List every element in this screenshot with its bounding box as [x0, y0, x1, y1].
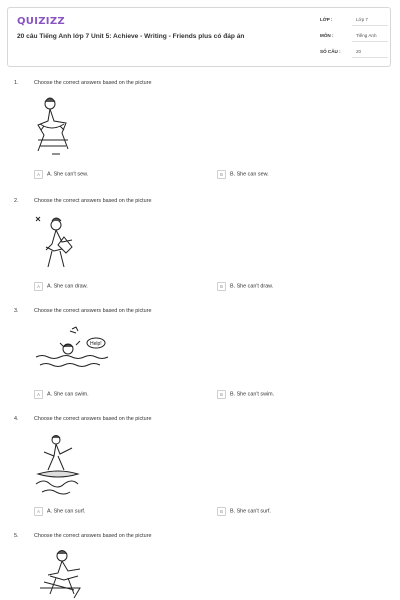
option-text: A. She can surf. [47, 508, 86, 515]
help-speech-text: Help! [90, 341, 102, 347]
sewing-girl-picture [30, 94, 76, 158]
surfing-girl-picture [34, 432, 82, 496]
cycling-girl-picture [30, 548, 92, 600]
option-text: B. She can't surf. [230, 508, 271, 515]
drowning-girl-picture [34, 325, 112, 373]
worksheet-header [7, 7, 391, 67]
document-title: 20 câu Tiếng Anh lớp 7 Unit 5: Achieve - Writing - Friends plus có đáp án [17, 33, 245, 40]
option-a[interactable] [34, 390, 89, 399]
option-b[interactable] [217, 282, 273, 291]
question-prompt: Choose the correct answers based on the picture [34, 533, 152, 539]
class-value: Lớp 7 [356, 17, 368, 22]
option-b[interactable] [217, 170, 269, 179]
question-prompt: Choose the correct answers based on the picture [34, 198, 152, 204]
question-prompt: Choose the correct answers based on the picture [34, 80, 152, 86]
class-label: LỚP : [320, 17, 333, 22]
option-text: A. She can draw. [47, 283, 88, 290]
option-text: B. She can sew. [230, 171, 269, 178]
subject-value: Tiếng Anh [356, 33, 377, 38]
option-text: A. She can swim. [47, 391, 89, 398]
question-number: 3. [14, 308, 19, 314]
option-letter-box: B [217, 170, 226, 179]
drawing-girl-picture [30, 213, 80, 271]
option-a[interactable] [34, 170, 88, 179]
option-text: B. She can't swim. [230, 391, 275, 398]
count-value: 20 [356, 49, 362, 54]
class-underline [352, 25, 388, 26]
quizizz-logo: QUIZIZZ [17, 16, 65, 27]
option-b[interactable] [217, 507, 271, 516]
subject-underline [352, 41, 388, 42]
count-label: SỐ CÂU : [320, 49, 341, 54]
option-a[interactable] [34, 282, 88, 291]
option-b[interactable] [217, 390, 274, 399]
question-number: 2. [14, 198, 19, 204]
subject-label: MÔN : [320, 33, 334, 38]
option-letter-box: B [217, 507, 226, 516]
question-prompt: Choose the correct answers based on the picture [34, 308, 152, 314]
option-letter-box: A [34, 170, 43, 179]
option-letter-box: B [217, 390, 226, 399]
option-letter-box: B [217, 282, 226, 291]
option-text: B. She can't draw. [230, 283, 274, 290]
count-underline [352, 57, 388, 58]
option-a[interactable] [34, 507, 85, 516]
option-text: A. She can't sew. [47, 171, 89, 178]
question-number: 1. [14, 80, 19, 86]
option-letter-box: A [34, 282, 43, 291]
question-number: 5. [14, 533, 19, 539]
question-number: 4. [14, 416, 19, 422]
option-letter-box: A [34, 390, 43, 399]
question-prompt: Choose the correct answers based on the picture [34, 416, 152, 422]
option-letter-box: A [34, 507, 43, 516]
